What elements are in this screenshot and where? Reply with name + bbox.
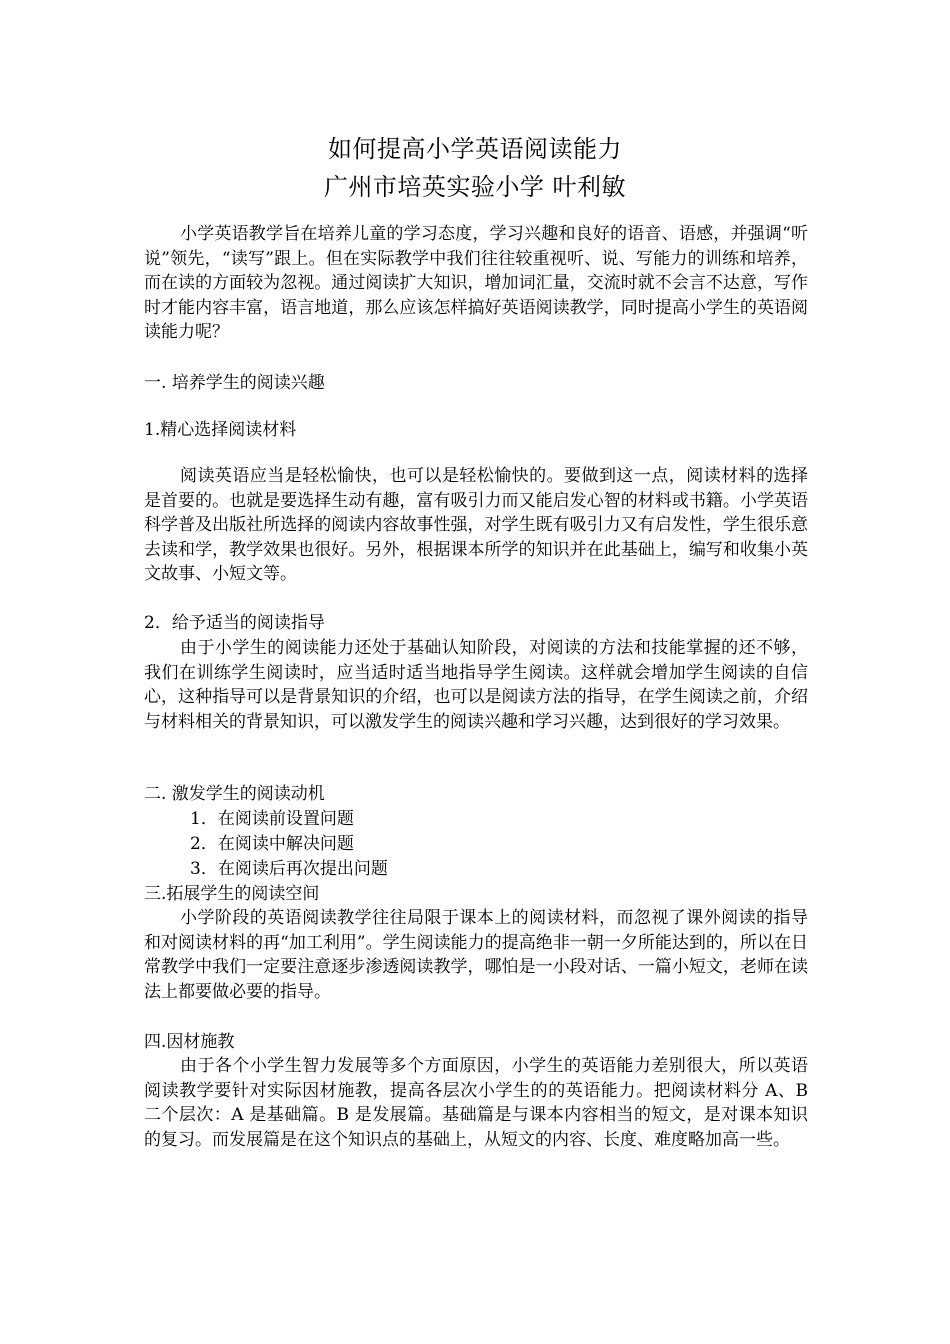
section1-heading: 一. 培养学生的阅读兴趣 — [144, 373, 325, 393]
section1-item1-heading: 1.精心选择阅读材料 — [144, 420, 297, 440]
section2-heading: 二. 激发学生的阅读动机 — [144, 784, 325, 804]
section2-item: 3．在阅读后再次提出问题 — [190, 859, 388, 879]
author-line: 广州市培英实验小学 叶利敏 — [323, 173, 627, 201]
section2-item: 1．在阅读前设置问题 — [190, 809, 354, 829]
page-title: 如何提高小学英语阅读能力 — [328, 135, 622, 163]
section1-item2-paragraph: 由于小学生的阅读能力还处于基础认知阶段，对阅读的方法和技能掌握的还不够，我们在训练学生阅读时，应当适时适当地指导学生阅读。这样就会增加学生阅读的自信心，这种指导可以是背景知识的介绍，也可以是阅读方法的指导，在学生阅读之前，介绍与材料相关的背景知识，可以激发学生的阅读兴趣和学习兴趣，达到很好的学习效果。 — [144, 638, 808, 732]
section1-item1-paragraph: 阅读英语应当是轻松愉快，也可以是轻松愉快的。要做到这一点，阅读材料的选择是首要的。也就是要选择生动有趣，富有吸引力而又能启发心智的材料或书籍。小学英语科学普及出版社所选择的阅读内容故事性强，对学生既有吸引力又有启发性，学生很乐意去读和学，教学效果也很好。另外，根据课本所学的知识并在此基础上，编写和收集小英文故事、小短文等。 — [144, 466, 808, 585]
section2-item: 2．在阅读中解决问题 — [190, 834, 354, 854]
section3-paragraph: 小学阶段的英语阅读教学往往局限于课本上的阅读材料，而忽视了课外阅读的指导和对阅读材料的再“加工利用”。学生阅读能力的提高绝非一朝一夕所能达到的，所以在日常教学中我们一定要注意逐步渗透阅读教学，哪怕是一小段对话、一篇小短文，老师在读法上都要做必要的指导。 — [144, 908, 808, 1002]
section4-paragraph: 由于各个小学生智力发展等多个方面原因，小学生的英语能力差别很大，所以英语阅读教学要针对实际因材施教，提高各层次小学生的的英语能力。把阅读材料分 A、B 二个层次：A 是基础篇。B 是发展篇。基础篇是与课本内容相当的短文，是对课本知识的复习。而发展篇是在这个知识点的基础上，从短文的内容、长度、难度略加高一些。 — [144, 1056, 808, 1150]
section4-heading: 四.因材施教 — [144, 1032, 235, 1052]
intro-paragraph: 小学英语教学旨在培养儿童的学习态度，学习兴趣和良好的语音、语感，并强调“听说”领先，“读写”跟上。但在实际教学中我们往往较重视听、说、写能力的训练和培养，而在读的方面较为忽视。通过阅读扩大知识，增加词汇量，交流时就不会言不达意，写作时才能内容丰富，语言地道，那么应该怎样搞好英语阅读教学，同时提高小学生的英语阅读能力呢？ — [144, 224, 808, 343]
section1-item2-heading: 2．给予适当的阅读指导 — [144, 613, 325, 633]
section3-heading: 三.拓展学生的阅读空间 — [144, 884, 320, 904]
